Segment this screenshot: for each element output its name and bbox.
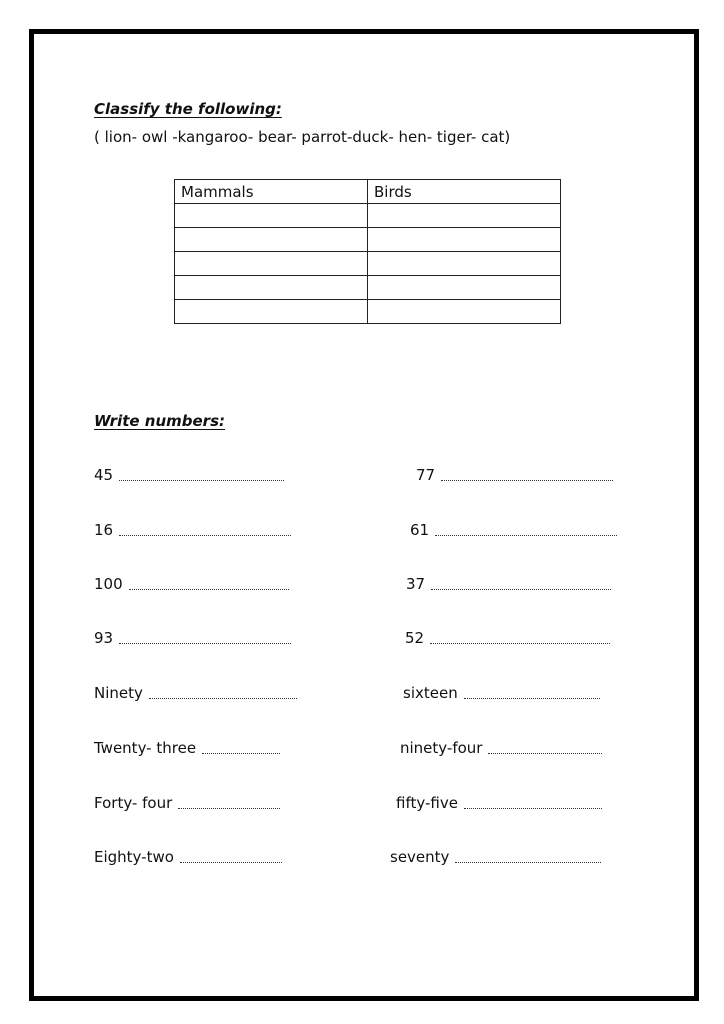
table-row (175, 252, 561, 276)
answer-line[interactable] (464, 807, 602, 809)
number-prompt: 45 (94, 466, 114, 484)
animal-word-list: ( lion- owl -kangaroo- bear- parrot-duck- hen- tiger- cat) (94, 128, 511, 146)
number-prompt: 100 (94, 575, 123, 593)
answer-line[interactable] (464, 697, 600, 699)
table-row (175, 300, 561, 324)
answer-line[interactable] (149, 697, 297, 699)
number-item (410, 521, 617, 539)
answer-line[interactable] (202, 752, 280, 754)
number-item (94, 794, 280, 812)
mammals-cell[interactable] (175, 204, 368, 228)
birds-cell[interactable] (368, 300, 561, 324)
number-prompt: Eighty-two (94, 848, 174, 866)
answer-line[interactable] (178, 807, 280, 809)
table-row (175, 276, 561, 300)
number-item (94, 466, 284, 484)
classify-heading: Classify the following: (94, 100, 282, 118)
number-item (396, 794, 602, 812)
answer-line[interactable] (430, 642, 610, 644)
number-item (405, 629, 610, 647)
answer-line[interactable] (129, 588, 289, 590)
number-item (94, 575, 289, 593)
answer-line[interactable] (119, 534, 291, 536)
number-prompt: 16 (94, 521, 114, 539)
answer-line[interactable] (455, 861, 601, 863)
answer-line[interactable] (441, 479, 613, 481)
number-prompt: sixteen (403, 684, 458, 702)
answer-line[interactable] (119, 479, 284, 481)
write-numbers-heading: Write numbers: (94, 412, 225, 430)
birds-cell[interactable] (368, 276, 561, 300)
number-prompt: 77 (416, 466, 436, 484)
number-item (94, 848, 282, 866)
mammals-cell[interactable] (175, 228, 368, 252)
mammals-header: Mammals (175, 180, 368, 204)
number-prompt: Twenty- three (94, 739, 197, 757)
number-prompt: 61 (410, 521, 430, 539)
answer-line[interactable] (435, 534, 617, 536)
number-prompt: 93 (94, 629, 114, 647)
table-row (175, 228, 561, 252)
number-prompt: Forty- four (94, 794, 173, 812)
table-header-row (175, 180, 561, 204)
number-item (390, 848, 601, 866)
answer-line[interactable] (119, 642, 291, 644)
number-item (94, 684, 297, 702)
number-item (406, 575, 611, 593)
birds-cell[interactable] (368, 228, 561, 252)
number-item (94, 739, 280, 757)
number-prompt: Ninety (94, 684, 143, 702)
classify-table (174, 179, 561, 324)
number-prompt: 37 (406, 575, 426, 593)
birds-cell[interactable] (368, 204, 561, 228)
table-row (175, 204, 561, 228)
answer-line[interactable] (488, 752, 602, 754)
number-prompt: fifty-five (396, 794, 458, 812)
birds-header: Birds (368, 180, 561, 204)
number-item (416, 466, 613, 484)
number-item (94, 521, 291, 539)
number-prompt: seventy (390, 848, 450, 866)
birds-cell[interactable] (368, 252, 561, 276)
number-item (400, 739, 602, 757)
number-item (403, 684, 600, 702)
answer-line[interactable] (431, 588, 611, 590)
mammals-cell[interactable] (175, 276, 368, 300)
number-prompt: ninety-four (400, 739, 483, 757)
answer-line[interactable] (180, 861, 282, 863)
mammals-cell[interactable] (175, 252, 368, 276)
mammals-cell[interactable] (175, 300, 368, 324)
number-prompt: 52 (405, 629, 425, 647)
number-item (94, 629, 291, 647)
